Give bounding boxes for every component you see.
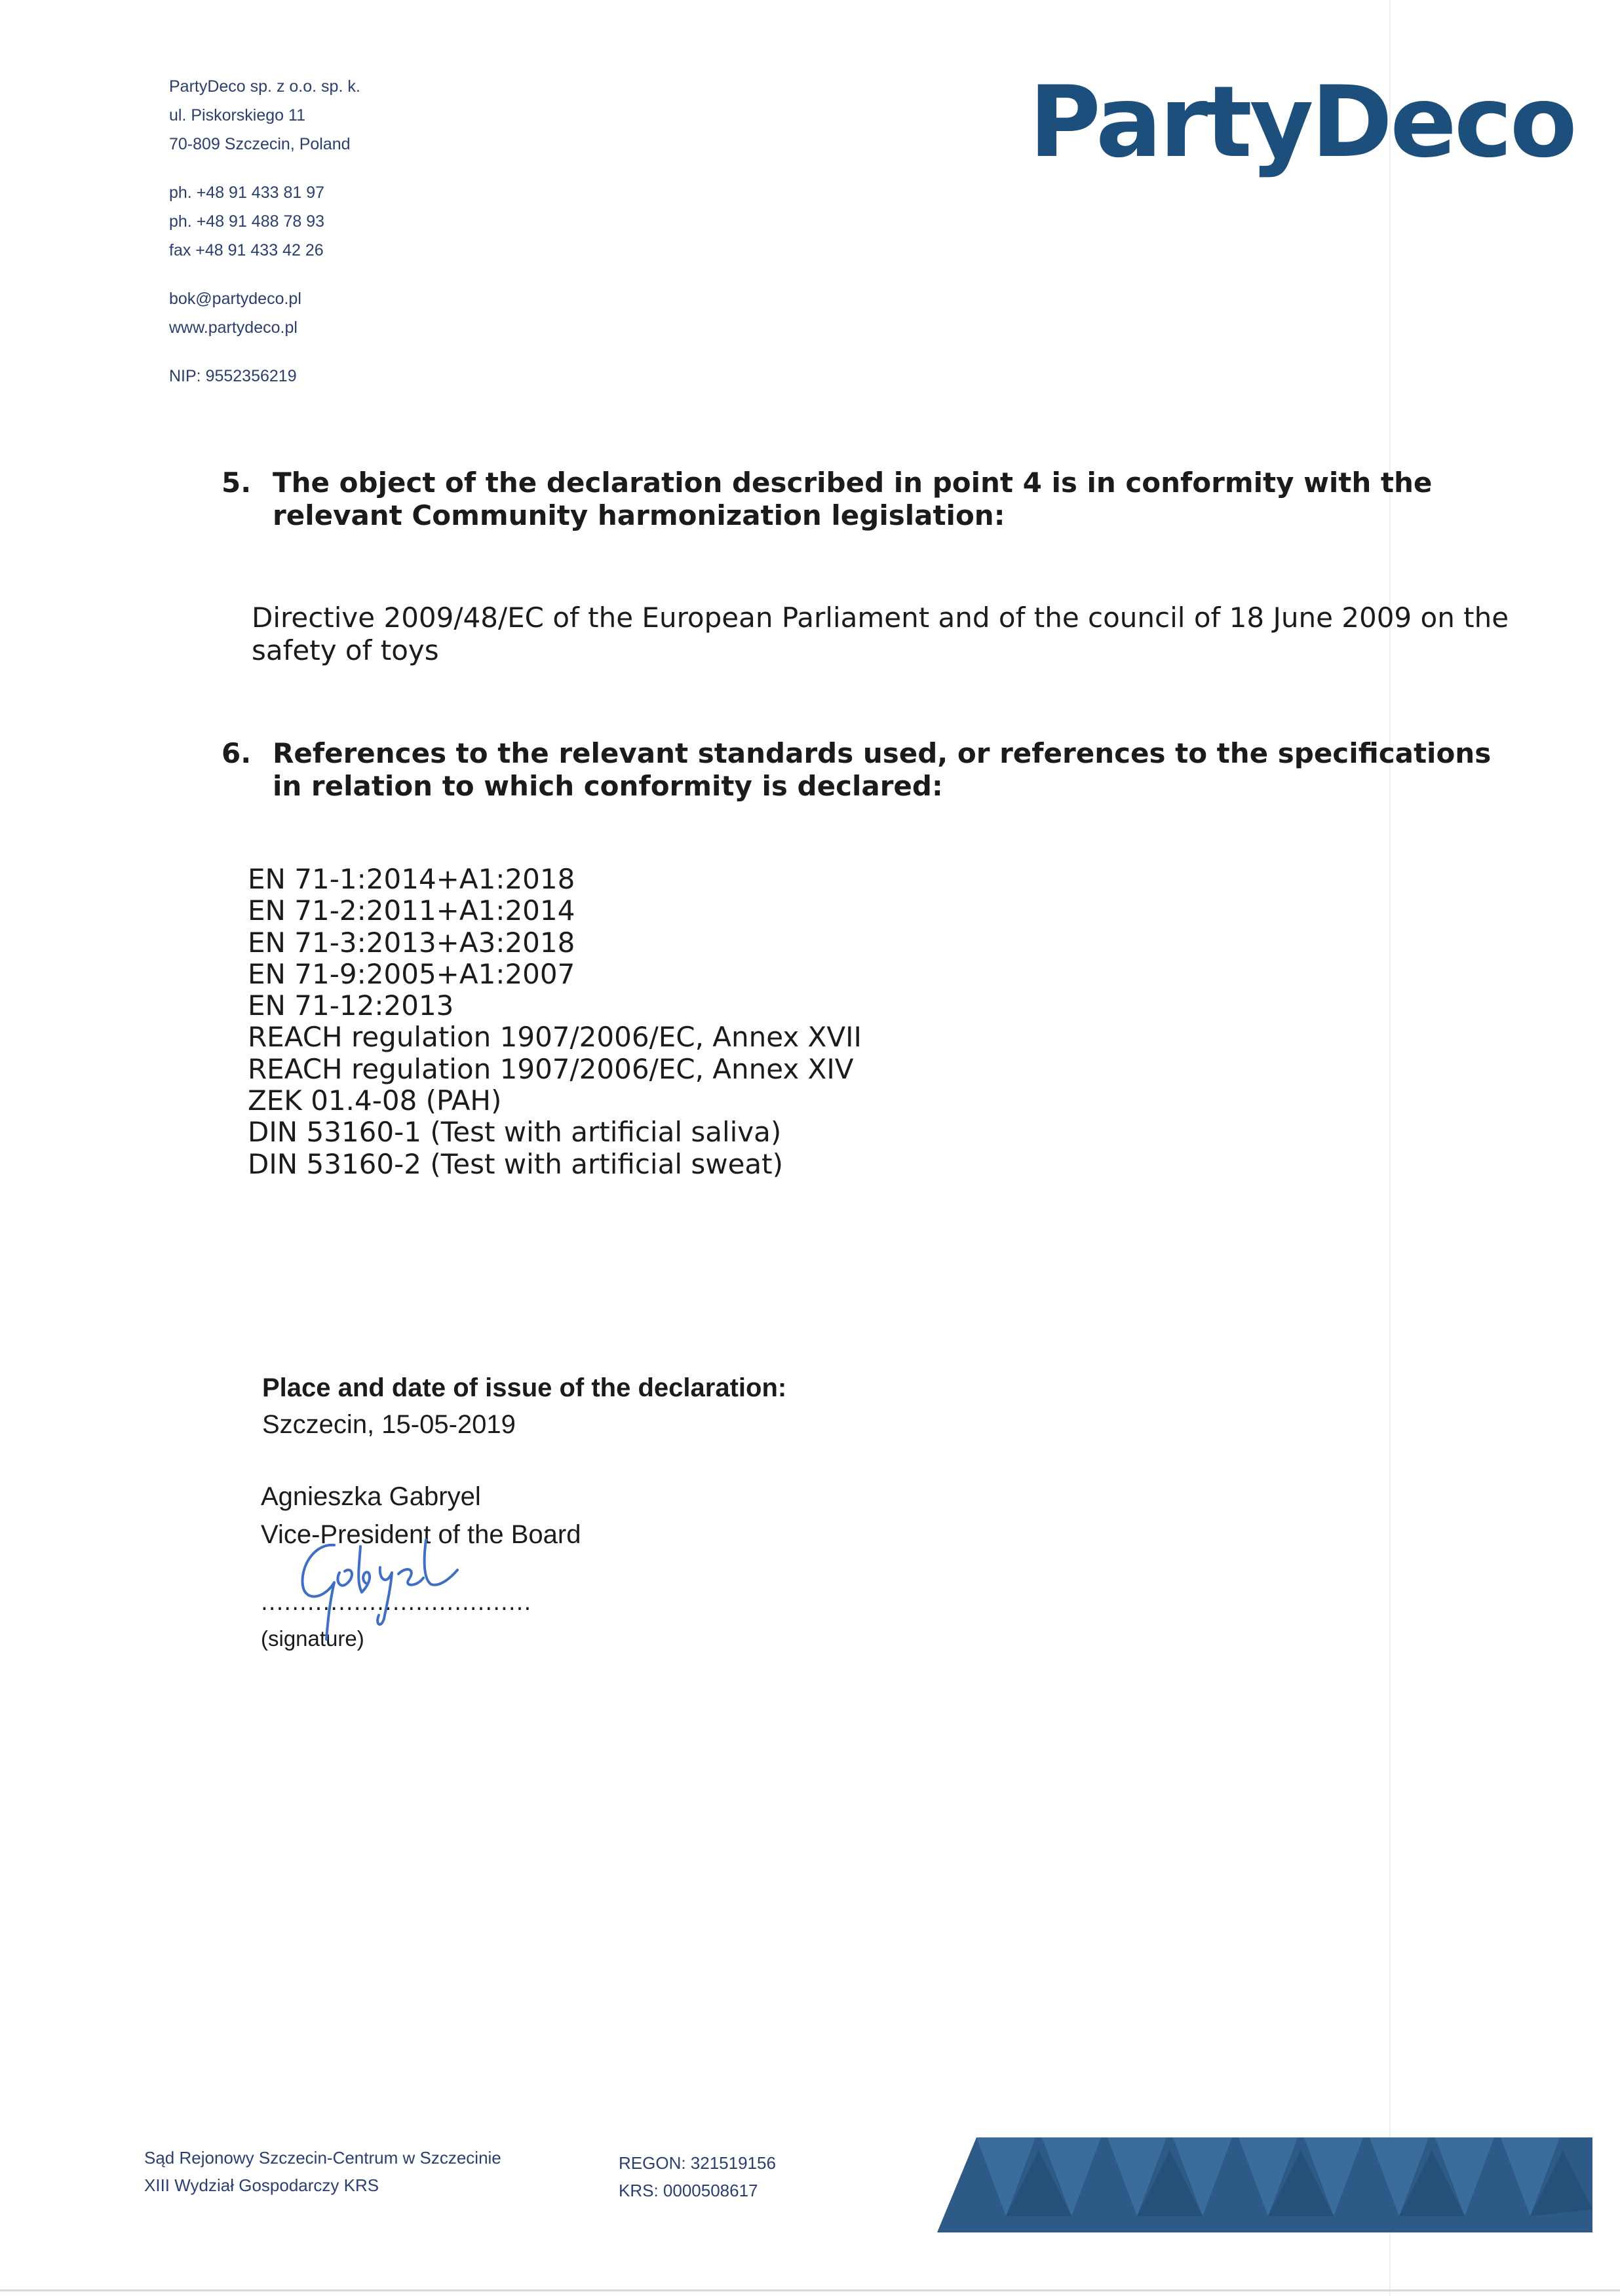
footer-court bbox=[144, 2144, 501, 2199]
company-address bbox=[169, 72, 360, 159]
standard-item: REACH regulation 1907/2006/EC, Annex XIV bbox=[248, 1052, 854, 1085]
standard-item: EN 71-2:2011+A1:2014 bbox=[248, 894, 575, 927]
footer-registry bbox=[619, 2149, 776, 2204]
scan-bottom-edge bbox=[0, 2289, 1620, 2291]
standards-list bbox=[248, 864, 862, 1180]
company-email: bok@partydeco.pl bbox=[169, 290, 301, 308]
company-web bbox=[169, 284, 360, 342]
issue-place-date: Szczecin, 15-05-2019 bbox=[262, 1410, 516, 1439]
signature-label: (signature) bbox=[261, 1626, 364, 1651]
issue-label: Place and date of issue of the declaration: bbox=[262, 1373, 787, 1402]
handwritten-signature bbox=[288, 1527, 485, 1658]
company-street: ul. Piskorskiego 11 bbox=[169, 106, 305, 124]
company-city: 70-809 Szczecin, Poland bbox=[169, 135, 351, 153]
scan-edge-line bbox=[1389, 0, 1391, 2296]
court-name: Sąd Rejonowy Szczecin-Centrum w Szczecinie bbox=[144, 2148, 501, 2168]
partydeco-logo: PartyDeco bbox=[1029, 66, 1575, 180]
company-name: PartyDeco sp. z o.o. sp. k. bbox=[169, 77, 360, 96]
issue-block bbox=[262, 1369, 786, 1443]
standard-item: EN 71-9:2005+A1:2007 bbox=[248, 957, 575, 990]
standard-item: EN 71-3:2013+A3:2018 bbox=[248, 926, 575, 959]
company-website: www.partydeco.pl bbox=[169, 318, 298, 337]
standard-item: EN 71-1:2014+A1:2018 bbox=[248, 863, 575, 895]
section-5-number: 5. bbox=[222, 467, 252, 499]
standard-item: DIN 53160-2 (Test with artificial sweat) bbox=[248, 1147, 784, 1180]
phone-2: ph. +48 91 488 78 93 bbox=[169, 212, 325, 231]
footer-triangle-band bbox=[937, 2137, 1592, 2236]
phone-1: ph. +48 91 433 81 97 bbox=[169, 183, 325, 202]
standard-item: DIN 53160-1 (Test with artificial saliva) bbox=[248, 1116, 782, 1149]
standard-item: ZEK 01.4-08 (PAH) bbox=[248, 1084, 502, 1117]
signatory-title: Vice-President of the Board bbox=[261, 1520, 581, 1549]
company-contact-block bbox=[169, 72, 360, 391]
regon-number: REGON: 321519156 bbox=[619, 2153, 776, 2173]
signature-line: ................................... bbox=[261, 1590, 532, 1616]
signatory-name: Agnieszka Gabryel bbox=[261, 1482, 481, 1511]
krs-number: KRS: 0000508617 bbox=[619, 2181, 758, 2200]
fax: fax +48 91 433 42 26 bbox=[169, 241, 324, 259]
section-6-heading: References to the relevant standards used, or references to the specifications in relation to which conformity is declared: bbox=[273, 737, 1492, 802]
section-5-directive: Directive 2009/48/EC of the European Parliament and of the council of 18 June 2009 on the safety of toys bbox=[252, 602, 1509, 666]
section-6-number: 6. bbox=[222, 737, 252, 769]
court-department: XIII Wydział Gospodarczy KRS bbox=[144, 2175, 379, 2195]
standard-item: EN 71-12:2013 bbox=[248, 989, 454, 1022]
company-nip: NIP: 9552356219 bbox=[169, 367, 297, 385]
standard-item: REACH regulation 1907/2006/EC, Annex XVII bbox=[248, 1021, 862, 1054]
company-phones bbox=[169, 178, 360, 265]
section-5-heading: The object of the declaration described in point 4 is in conformity with the relevant Community harmonization legislation: bbox=[273, 467, 1433, 531]
